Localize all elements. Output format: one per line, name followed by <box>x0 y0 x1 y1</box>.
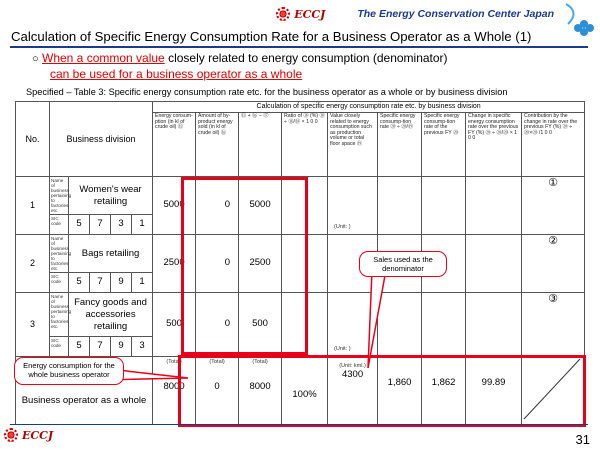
whole-value: 4300 <box>341 368 364 380</box>
org-name: The Energy Conservation Center Japan <box>357 8 554 20</box>
energy-value: 5000 <box>153 177 196 235</box>
whole-prev-rate-value: 1,862 <box>422 357 466 425</box>
footer-logo-text: ECCJ <box>22 428 54 442</box>
energy-value: 2500 <box>153 235 196 293</box>
footer-logo <box>4 428 53 442</box>
prev-rate-cell <box>422 293 466 357</box>
energy-callout: Energy consumption for the whole business operator <box>14 357 124 385</box>
net-value: 5000 <box>239 177 282 235</box>
col-header-net: ⑮ + ⑯ − ⑰ <box>239 113 282 177</box>
ratio-cell <box>282 235 328 293</box>
ratio-cell <box>282 177 328 235</box>
whole-net-cell <box>239 357 282 425</box>
col-header-contribution: Contribution by the change in rate over the previous FY (%) ⑳ ÷ ⑳×⑳ /1 0 0 <box>522 113 585 177</box>
sic-digit: 9 <box>111 273 132 293</box>
total-caption: (Total) <box>209 359 225 365</box>
whole-net-value: 8000 <box>249 380 271 392</box>
whole-operator-label: Business operator as a whole <box>16 357 153 425</box>
whole-ratio-value: 100% <box>282 357 328 425</box>
header-logo-text: ECCJ <box>294 7 326 21</box>
bullet-line-1 <box>32 51 448 67</box>
ratio-cell <box>282 293 328 357</box>
change-cell <box>466 293 522 357</box>
bullet-red-text-1: When a common value <box>42 51 165 65</box>
col-header-value: Value closely related to energy consumption such as production volume or total floor space ⑲ <box>328 113 378 177</box>
net-value: 500 <box>239 293 282 357</box>
change-cell <box>466 177 522 235</box>
name-caption: Name of business pertaining to factories etc. <box>50 293 69 337</box>
col-header-no: No. <box>16 102 50 177</box>
sic-caption: SIC code <box>50 273 69 293</box>
header-bar <box>0 0 600 28</box>
row-no: 2 <box>16 235 50 293</box>
whole-rate-value: 1,860 <box>378 357 422 425</box>
sic-digit: 5 <box>69 273 90 293</box>
whole-byproduct-value: 0 <box>214 380 220 392</box>
contribution-mark: ② <box>522 235 585 293</box>
sic-digit: 7 <box>90 337 111 357</box>
footer-divider <box>10 424 588 425</box>
col-header-prev-rate: Specific energy consump-tion rate of the previous FY ⑳ <box>422 113 466 177</box>
contribution-mark: ① <box>522 177 585 235</box>
change-cell <box>466 235 522 293</box>
row-no: 3 <box>16 293 50 357</box>
col-header-change: Change in specific energy consumption rate over the previous FY (%) ⑳ ÷ ⑳/⑳ × 1 0 0 <box>466 113 522 177</box>
total-caption: (Total) <box>252 359 268 365</box>
value-cell <box>328 177 378 235</box>
whole-byproduct-cell <box>196 357 239 425</box>
row-no: 1 <box>16 177 50 235</box>
group-header: Calculation of specific energy consumption rate etc. by business division <box>153 102 585 113</box>
sic-digit: 5 <box>69 337 90 357</box>
unit-caption: (Unit: ) <box>334 345 351 352</box>
table-caption: Specified – Table 3: Specific energy consumption rate etc. for the business operator as a whole or by business division <box>26 87 508 97</box>
sic-caption: SIC code <box>50 215 69 235</box>
col-header-byproduct: Amount of by-product energy sold (in kl of crude oil) ⑯ <box>196 113 239 177</box>
bullet-red-text-2: can be used for a business operator as a whole <box>50 67 303 81</box>
net-value: 2500 <box>239 235 282 293</box>
contribution-mark: ③ <box>522 293 585 357</box>
slide-title: Calculation of Specific Energy Consumption Rate for a Business Operator as a Whole (1) <box>11 29 532 44</box>
business-name: Fancy goods and accessories retailing <box>69 293 153 337</box>
eccj-sun-logo-icon <box>4 428 18 442</box>
total-caption: (Total) <box>166 359 182 365</box>
col-header-rate: Specific energy consump-tion rate ⑳ ÷ ⑳/⑲ <box>378 113 422 177</box>
byproduct-value: 0 <box>196 235 239 293</box>
bullet-normal-text: closely related to energy consumption (denominator) <box>164 51 448 65</box>
sic-digit: 1 <box>132 273 153 293</box>
sic-caption: SIC code <box>50 337 69 357</box>
bullet-marker: ○ <box>32 53 39 65</box>
callout-pointer-icon <box>360 270 400 370</box>
sic-digit: 1 <box>132 215 153 235</box>
business-name: Women's wear retailing <box>69 177 153 215</box>
sic-digit: 5 <box>69 215 90 235</box>
diagonal-strike-icon <box>522 357 582 421</box>
sales-callout: Sales used as the denominator <box>359 251 447 277</box>
sic-digit: 3 <box>132 337 153 357</box>
col-header-energy: Energy consum-ption (in kl of crude oil) ⑮ <box>153 113 196 177</box>
col-header-division: Business division <box>50 102 153 177</box>
title-divider <box>10 46 588 48</box>
page-number: 31 <box>575 432 590 447</box>
sic-digit: 7 <box>90 273 111 293</box>
prev-rate-cell <box>422 177 466 235</box>
whole-energy-value: 8000 <box>163 380 185 392</box>
sic-digit: 7 <box>90 215 111 235</box>
sic-digit: 9 <box>111 337 132 357</box>
name-caption: Name of business pertaining to factories etc. <box>51 178 72 213</box>
byproduct-value: 0 <box>196 293 239 357</box>
whole-unit-label: (Unit: kml.) <box>339 363 366 369</box>
whole-change-value: 99.89 <box>466 357 522 425</box>
business-name: Bags retailing <box>69 235 153 273</box>
sic-digit: 3 <box>111 215 132 235</box>
whole-contribution-cell <box>522 357 585 425</box>
name-caption: Name of business pertaining to factories etc. <box>51 236 72 271</box>
energy-value: 500 <box>153 293 196 357</box>
rate-cell <box>378 177 422 235</box>
byproduct-value: 0 <box>196 177 239 235</box>
col-header-ratio: Ratio of ⑱ (%) ⑱ ÷ ⑱/⑱ × 1 0 0 <box>282 113 328 177</box>
unit-caption: (Unit: ) <box>334 223 351 230</box>
bullet-line-2 <box>50 67 302 82</box>
eccj-sun-logo-icon <box>276 7 290 21</box>
